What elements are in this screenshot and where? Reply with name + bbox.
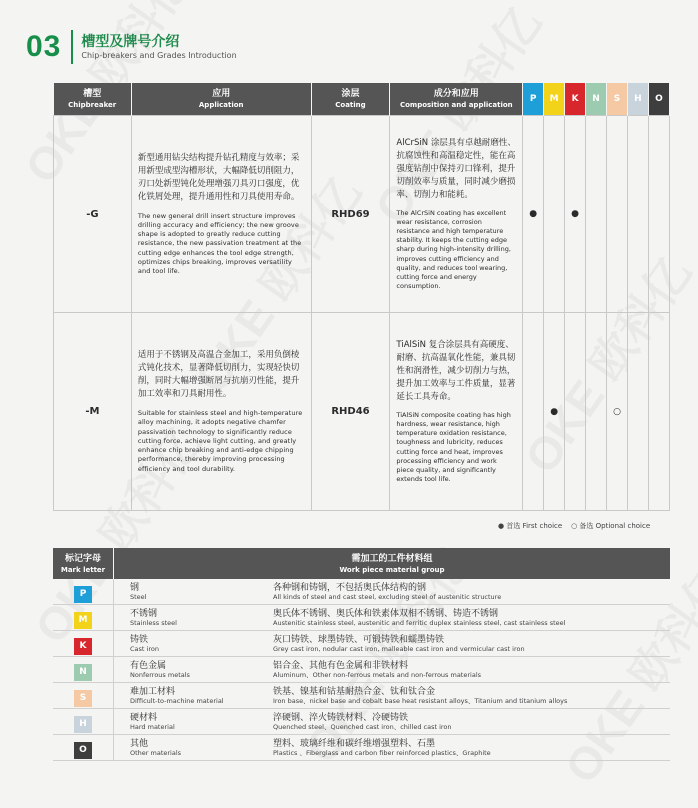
coating-cell: RHD69 [311,116,390,313]
material-name: 钢 Steel [114,579,274,605]
material-name: 不锈钢 Stainless steel [114,605,274,631]
material-description: 奥氏体不锈钢、奥氏体和铁素体双相不锈钢、铸造不锈钢 Austenitic stainless steel, austenitic and ferritic duplex stainless steel, cast stainless steel [273,605,670,631]
choice-legend [498,521,650,531]
material-name: 铸铁 Cast iron [114,631,274,657]
mark-cell: ● [544,313,565,511]
application-cell: 适用于不锈钢及高温合金加工，采用负倒棱式钝化技术，显著降低切削力，实现轻快切削，同时大幅增强断屑与抗崩刃性能，提升加工效率和刀具耐用性。 Suitable for stainless steel and high-temperature alloy machining, it adopts negative chamfer passivation technology to significantly reduce cutting force, achieve light cutting, and greatly enhance chip breaking and anti-edge chipping performance, thereby improving processing efficiency and tool durability. [131,313,311,511]
legend-optional-choice: ○ 备选 Optional choice [571,522,651,530]
table-row [53,709,670,735]
chipbreaker-table [53,83,670,511]
mark-badge: N [74,664,92,681]
material-group-header: 需加工的工件材料组 Work piece material group [114,548,671,579]
mark-cell [586,116,607,313]
application-cell: 新型通用钻尖结构提升钻孔精度与效率；采用新型成型沟槽形状，大幅降低切削阻力，刃口处新型钝化处理增强刀具刃口强度，优化铁屑处理，提升通用性和刀具使用寿命。 The new general drill insert structure improves drilling accuracy and efficiency; the new groove shape is adopted to greatly reduce cutting resistance, the new passivation treatment at the cutting edge enhances the tool edge strength, optimizes chips breaking, improves versatility and tool life. [131,116,311,313]
table-row [53,683,670,709]
material-name: 有色金属 Nonferrous metals [114,657,274,683]
section-title: 槽型及牌号介绍 [81,33,180,50]
mark-cell: ○ [607,313,628,511]
mark-cell [627,313,648,511]
mark-badge: S [74,690,92,707]
material-name: 难加工材料 Difficult-to-machine material [114,683,274,709]
mark-cell [586,313,607,511]
coating-header: 涂层 Coating [311,83,390,116]
mark-cell [627,116,648,313]
code-header-m: M [544,83,565,116]
table-row [53,631,670,657]
mark-letter-header: 标记字母 Mark letter [53,548,114,579]
code-header-k: K [565,83,586,116]
composition-header: 成分和应用 Composition and application [390,83,523,116]
table-row [53,657,670,683]
coating-cell: RHD46 [311,313,390,511]
legend-first-choice: ● 首选 First choice [498,522,563,530]
section-subtitle: Chip-breakers and Grades Introduction [81,50,237,60]
material-description: 铝合金、其他有色金属和非铁材料 Aluminum、Other non-ferrous metals and non-ferrous materials [273,657,670,683]
material-group-table [53,548,670,761]
mark-cell: ● [523,116,544,313]
material-name: 硬材料 Hard material [114,709,274,735]
mark-cell [523,313,544,511]
section-header [26,26,237,68]
mark-cell [565,313,586,511]
code-header-p: P [523,83,544,116]
chipbreaker-header: 槽型 Chipbreaker [54,83,132,116]
mark-badge: K [74,638,92,655]
material-description: 灰口铸铁、球墨铸铁、可锻铸铁和蠕墨铸铁 Grey cast iron, nodular cast iron, malleable cast iron and vermicular cast iron [273,631,670,657]
mark-cell [648,313,669,511]
mark-badge: P [74,586,92,603]
code-header-s: S [607,83,628,116]
composition-cell: TiAlSiN 复合涂层具有高硬度、耐磨、抗高温氧化性能，兼具韧性和润滑性，减少切削力与热，提升加工效率与工件质量，显著延长工具寿命。 TiAlSiN composite coating has high hardness, wear resistance, high temperature oxidation resistance, toughness and lubricity, reduces cutting force and heat, improves processing efficiency and work piece quality, and significantly extends tool life. [390,313,523,511]
section-number: 03 [26,30,62,63]
mark-badge: O [74,742,92,759]
table-row [53,735,670,761]
mark-cell: ● [565,116,586,313]
material-description: 铁基、镍基和钴基耐热合金、钛和钛合金 Iron base、nickel base and cobalt base heat resistant alloys、Titanium and titanium alloys [273,683,670,709]
table-row [53,579,670,605]
material-description: 淬硬钢、淬火铸铁材料、冷硬铸铁 Quenched steel、Quenched cast iron、chilled cast iron [273,709,670,735]
composition-cell: AlCrSiN 涂层具有卓越耐磨性、抗腐蚀性和高温稳定性，能在高强度钻削中保持刃口锋利，提升切削效率与质量，同时减少磨损率、切削力和能耗。 The AlCrSiN coating has excellent wear resistance, corrosion resistance and high temperature stability. It keeps the cutting edge sharp during high-intensity drilling, improves cutting efficiency and quality, and reduces tool wearing, cutting force and energy consumption. [390,116,523,313]
mark-badge: H [74,716,92,733]
material-description: 各种钢和铸钢，不包括奥氏体结构的钢 All kinds of steel and cast steel, excluding steel of austenitic structure [273,579,670,605]
table-row [54,116,670,313]
table-row [53,605,670,631]
application-header: 应用 Application [131,83,311,116]
table-row [54,313,670,511]
mark-badge: M [74,612,92,629]
mark-cell [648,116,669,313]
mark-cell [607,116,628,313]
code-header-h: H [627,83,648,116]
groove-cell: -G [54,116,132,313]
header-divider [71,30,73,64]
material-name: 其他 Other materials [114,735,274,761]
groove-cell: -M [54,313,132,511]
code-header-o: O [648,83,669,116]
material-description: 塑料、玻璃纤维和碳纤维增强塑料、石墨 Plastics 、Fiberglass and carbon fiber reinforced plastics、Graphite [273,735,670,761]
mark-cell [544,116,565,313]
code-header-n: N [586,83,607,116]
